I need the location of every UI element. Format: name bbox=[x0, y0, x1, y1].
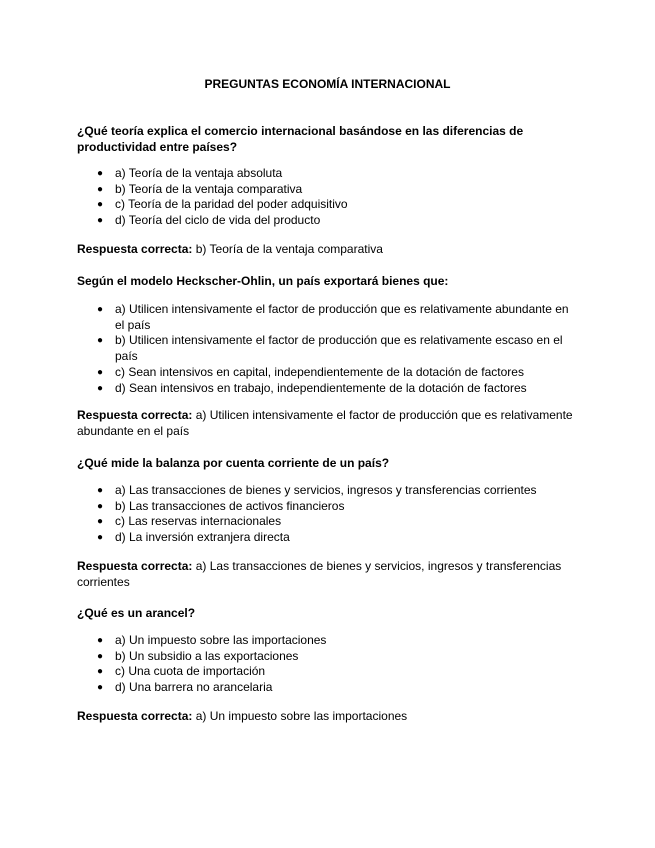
list-item: ● d) Teoría del ciclo de vida del producto bbox=[97, 213, 321, 228]
list-item: ● c) Sean intensivos en capital, independientemente de la dotación de factores bbox=[97, 364, 524, 379]
answer-text: a) Utilicen intensivamente el factor de producción que es relativamente abundante en el país bbox=[77, 408, 573, 438]
bullet-icon: ● bbox=[97, 485, 104, 496]
list-item: ● a) Un impuesto sobre las importaciones bbox=[97, 633, 327, 647]
bullet-icon: ● bbox=[97, 215, 104, 227]
bullet-icon: ● bbox=[97, 183, 104, 195]
question-1: ¿Qué teoría explica el comercio internacional basándose en las diferencias de productividad entre países? bbox=[77, 124, 524, 154]
bullet-icon: ● bbox=[97, 635, 104, 646]
list-item: ● b) Un subsidio a las exportaciones bbox=[97, 648, 299, 663]
bullet-icon: ● bbox=[97, 168, 104, 179]
answer-3 bbox=[77, 558, 577, 590]
list-item: ● b) Las transacciones de activos financieros bbox=[97, 498, 345, 513]
list-item: ● a) Las transacciones de bienes y servicios, ingresos y transferencias corrientes bbox=[97, 483, 537, 497]
bullet-icon: ● bbox=[97, 199, 104, 211]
list-item: ● d) La inversión extranjera directa bbox=[97, 530, 290, 545]
answer-text: a) Un impuesto sobre las importaciones bbox=[195, 709, 408, 723]
list-item: ● a) Teoría de la ventaja absoluta bbox=[97, 166, 283, 180]
list-item: ● b) Teoría de la ventaja comparativa bbox=[97, 181, 303, 196]
bullet-icon: ● bbox=[97, 516, 104, 528]
answer-label: Respuesta correcta: bbox=[77, 709, 193, 723]
list-item: ● c) Las reservas internacionales bbox=[97, 514, 282, 529]
answer-label: Respuesta correcta: bbox=[77, 559, 193, 573]
bullet-icon: ● bbox=[97, 335, 104, 347]
bullet-icon: ● bbox=[97, 304, 104, 315]
question-1-options bbox=[77, 166, 577, 229]
list-item: ● a) Utilicen intensivamente el factor de producción que es relativamente abundante en el país bbox=[97, 302, 569, 332]
question-3-options bbox=[77, 483, 577, 546]
bullet-icon: ● bbox=[97, 650, 104, 662]
list-item: ● c) Una cuota de importación bbox=[97, 664, 266, 679]
answer-text: a) Las transacciones de bienes y servicios, ingresos y transferencias corrientes bbox=[77, 559, 562, 589]
answer-label: Respuesta correcta: bbox=[77, 242, 193, 256]
question-2: Según el modelo Heckscher-Ohlin, un país exportará bienes que: bbox=[77, 274, 449, 288]
bullet-icon: ● bbox=[97, 666, 104, 678]
list-item: ● d) Sean intensivos en trabajo, independientemente de la dotación de factores bbox=[97, 380, 527, 395]
question-3: ¿Qué mide la balanza por cuenta corriente de un país? bbox=[77, 456, 390, 470]
answer-4 bbox=[77, 708, 577, 724]
bullet-icon: ● bbox=[97, 500, 104, 512]
answer-1 bbox=[77, 241, 577, 257]
page-title: PREGUNTAS ECONOMÍA INTERNACIONAL bbox=[204, 77, 451, 91]
answer-2 bbox=[77, 407, 577, 439]
bullet-icon: ● bbox=[97, 682, 104, 694]
bullet-icon: ● bbox=[97, 382, 104, 394]
list-item: ● d) Una barrera no arancelaria bbox=[97, 680, 273, 695]
question-4-options bbox=[77, 633, 577, 696]
answer-text: b) Teoría de la ventaja comparativa bbox=[195, 242, 383, 256]
answer-label: Respuesta correcta: bbox=[77, 408, 193, 422]
list-item: ● c) Teoría de la paridad del poder adquisitivo bbox=[97, 197, 348, 212]
list-item: ● b) Utilicen intensivamente el factor de producción que es relativamente escaso en el país bbox=[97, 333, 563, 364]
bullet-icon: ● bbox=[97, 366, 104, 378]
question-2-options bbox=[77, 302, 577, 396]
bullet-icon: ● bbox=[97, 532, 104, 544]
question-4: ¿Qué es un arancel? bbox=[77, 606, 196, 620]
